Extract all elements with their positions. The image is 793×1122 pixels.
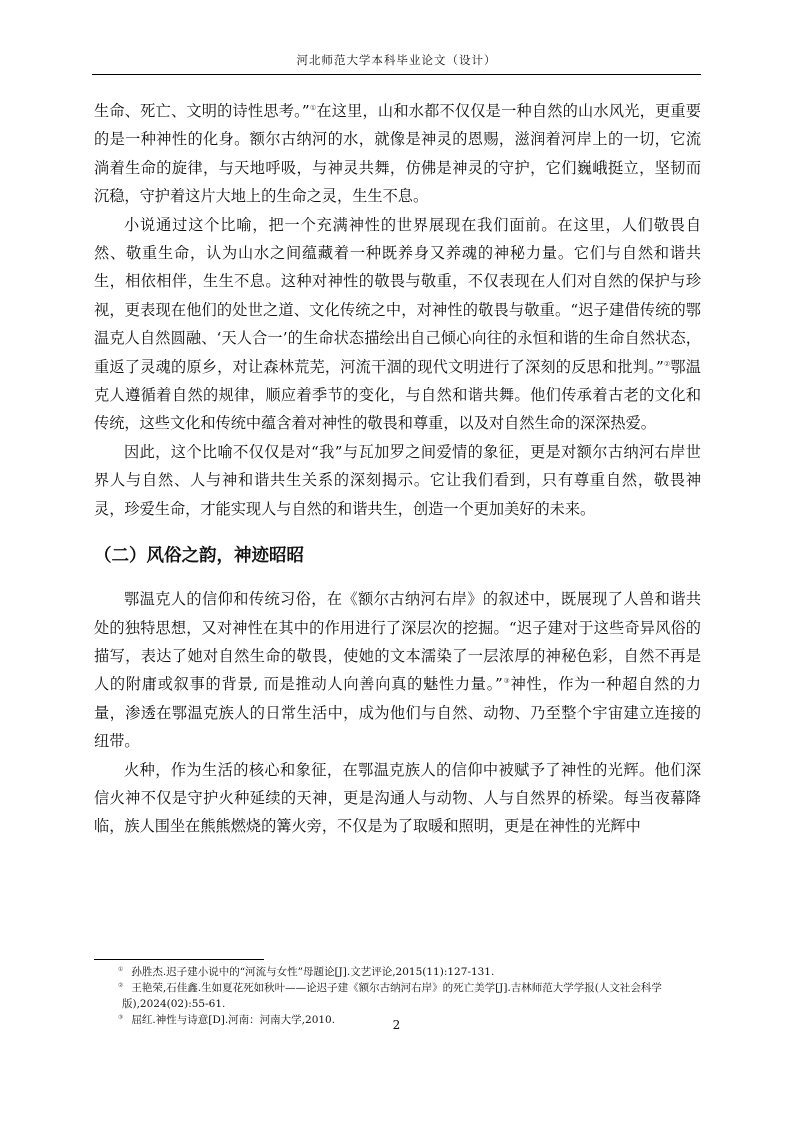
footnote-item	[94, 980, 701, 1012]
text-run: 鄂温克人遵循着自然的规律，顺应着季节的变化，与自然和谐共舞。他们传承着古老的文化和传统，这些文化和传统中蕴含着对神性的敬畏和尊重，以及对自然生命的深深热爱。	[94, 357, 701, 433]
running-header: 河北师范大学本科毕业论文（设计）	[92, 52, 701, 75]
footnote-text: 孙胜杰.迟子建小说中的“河流与女性”母题论[J].文艺评论,2015(11):127-131.	[131, 966, 495, 978]
body-text	[94, 97, 701, 841]
paragraph-p1	[94, 97, 701, 211]
paragraph-p3	[94, 438, 701, 523]
text-run: 小说通过这个比喻，把一个充满神性的世界展现在我们面前。在这里，人们敬畏自然、敬重生命，认为山水之间蕴藏着一种既养身又养魂的神秘力量。它们与自然和谐共生，相依相伴，生生不息。这种对神性的敬畏与敬重，不仅表现在人们对自然的保护与珍视，更表现在他们的处世之道、文化传统之中，对神性的敬畏与敬重。“迟子建借传统的鄂温克人自然圆融、‘天人合一’的生命状态描绘出自己倾心向往的永恒和谐的生命自然状态，重返了灵魂的原乡，对让森林荒芜，河流干涸的现代文明进行了深刻的反思和批判。”	[94, 215, 701, 376]
text-run: 鄂温克人的信仰和传统习俗，在《额尔古纳河右岸》的叙述中，既展现了人兽和谐共处的独特思想，又对神性在其中的作用进行了深层次的挖掘。“迟子建对于这些奇异风俗的描写，表达了她对自然生命的敬畏，使她的文本濡染了一层浓厚的神秘色彩，自然不再是人的附庸或叙事的背景, 而是推动人向善向真的魅性力量。”	[94, 590, 701, 694]
text-run: 火种，作为生活的核心和象征，在鄂温克族人的信仰中被赋予了神性的光辉。他们深信火神不仅是守护火种延续的天神，更是沟通人与动物、人与自然界的桥梁。每当夜幕降临，族人围坐在熊熊燃烧的篝火旁，不仅是为了取暖和照明，更是在神性的光辉中	[94, 760, 701, 836]
footnote-item	[94, 964, 701, 980]
text-run: 因此，这个比喻不仅仅是对“我”与瓦加罗之间爱情的象征，更是对额尔古纳河右岸世界人与自然、人与神和谐共生关系的深刻揭示。它让我们看到，只有尊重自然，敬畏神灵，珍爱生命，才能实现人与自然的和谐共生，创造一个更加美好的未来。	[94, 442, 701, 518]
paragraph-group-1	[94, 97, 701, 523]
footnote-marker: ①	[309, 104, 317, 112]
footnote-text: 屈红.神性与诗意[D].河南：河南大学,2010.	[131, 1014, 336, 1026]
footnote-text: 王艳荣,石佳鑫.生如夏花死如秋叶——论迟子建《额尔古纳河右岸》的死亡美学[J].吉林师范大学学报(人文社会科学版),2024(02):55-61.	[122, 982, 662, 1010]
paragraph-p5	[94, 756, 701, 841]
footnote-rule	[94, 959, 264, 960]
text-run: 神性，作为一种超自然的力量，渗透在鄂温克族人的日常生活中，成为他们与自然、动物、乃至整个宇宙建立连接的纽带。	[94, 675, 701, 751]
paragraph-p2	[94, 211, 701, 438]
paragraph-group-2	[94, 585, 701, 841]
paragraph-p4	[94, 585, 701, 755]
text-run: 在这里，山和水都不仅仅是一种自然的山水风光，更重要的是一种神性的化身。额尔古纳河的水，就像是神灵的恩赐，滋润着河岸上的一切，它流淌着生命的旋律，与天地呼吸，与神灵共舞，仿佛是神灵的守护，它们巍峨挺立，坚韧而沉稳，守护着这片大地上的生命之灵，生生不息。	[94, 102, 701, 206]
footnote-mark: ①	[118, 966, 124, 973]
footnote-mark: ②	[118, 982, 124, 989]
text-run: 生命、死亡、文明的诗性思考。”	[94, 102, 310, 120]
page-number: 2	[392, 1018, 401, 1032]
section-heading: （二）风俗之韵，神迹昭昭	[94, 546, 304, 567]
footnote-marker: ②	[663, 359, 671, 368]
footnote-marker: ③	[502, 677, 511, 686]
footnote-mark: ③	[118, 1014, 124, 1021]
